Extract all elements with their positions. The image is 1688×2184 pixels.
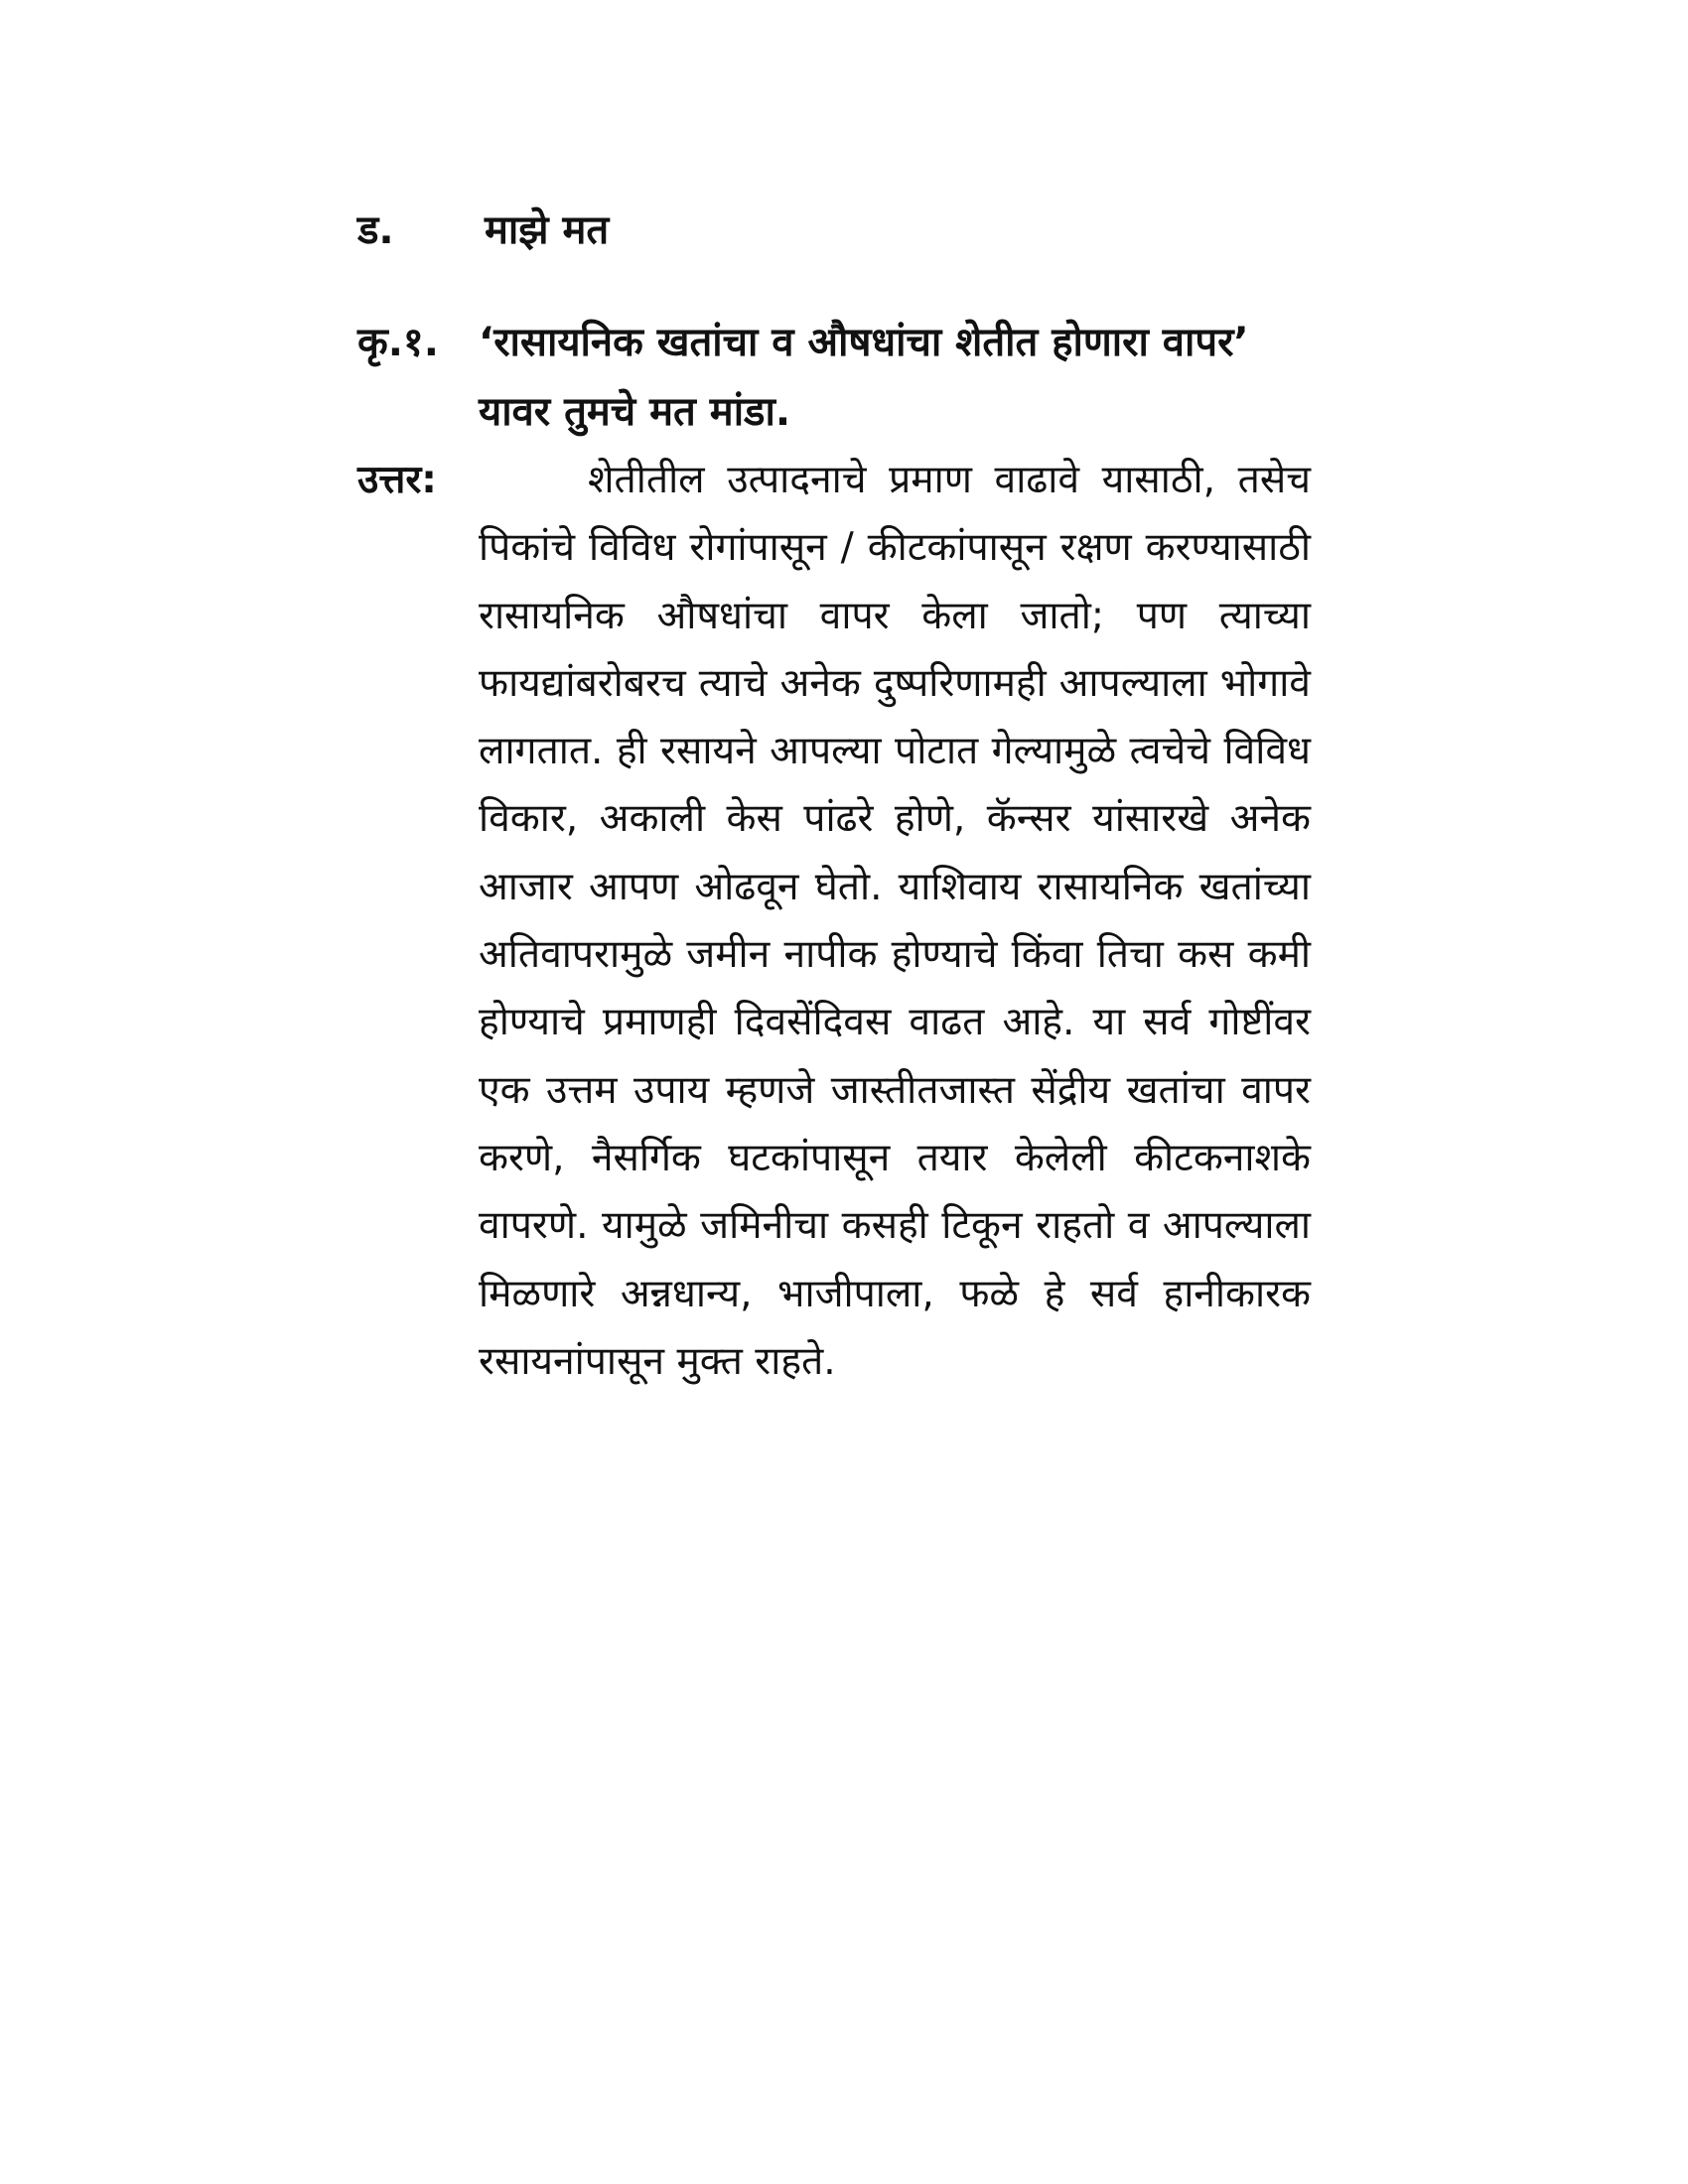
section-marker: ड. bbox=[357, 207, 394, 253]
question-block bbox=[357, 308, 1311, 447]
section-title: माझे मत bbox=[485, 207, 610, 253]
question-number: कृ.१. bbox=[357, 320, 439, 365]
question-text: ‘रासायनिक खतांचा व औषधांचा शेतीत होणारा वापर’ यावर तुमचे मत मांडा. bbox=[479, 320, 1249, 435]
answer-label: उत्तर: bbox=[357, 458, 437, 502]
section-heading bbox=[357, 201, 609, 260]
answer-text: शेतीतील उत्पादनाचे प्रमाण वाढावे यासाठी, तसेच पिकांचे विविध रोगांपासून / कीटकांपासून रक्षण करण्यासाठी रासायनिक औषधांचा वापर केला जातो; पण त्याच्या फायद्यांबरोबरच त्याचे अनेक दुष्परिणामही आपल्याला भोगावे लागतात. ही रसायने आपल्या पोटात गेल्यामुळे त्वचेचे विविध विकार, अकाली केस पांढरे होणे, कॅन्सर यांसारखे अनेक आजार आपण ओढवून घेतो. याशिवाय रासायनिक खतांच्या अतिवापरामुळे जमीन नापीक होण्याचे किंवा तिचा कस कमी होण्याचे प्रमाणही दिवसेंदिवस वाढत आहे. या सर्व गोष्टींवर एक उत्तम उपाय म्हणजे जास्तीतजास्त सेंद्रीय खतांचा वापर करणे, नैसर्गिक घटकांपासून तयार केलेली कीटकनाशके वापरणे. यामुळे जमिनीचा कसही टिकून राहतो व आपल्याला मिळणारे अन्नधान्य, भाजीपाला, फळे हे सर्व हानीकारक रसायनांपासून मुक्त राहते. bbox=[479, 458, 1311, 1384]
answer-block bbox=[357, 447, 1311, 1396]
